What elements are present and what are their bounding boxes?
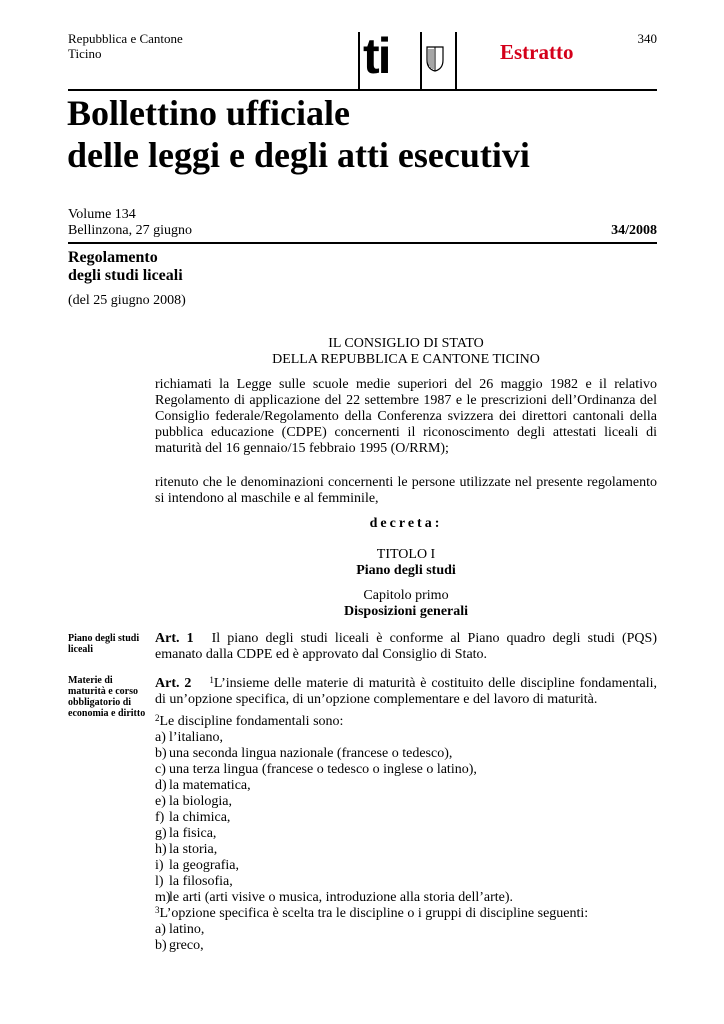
issuer bbox=[68, 31, 183, 61]
article-2-paragraph-3-text: L’opzione specifica è scelta tra le discipline o i gruppi di discipline seguenti: bbox=[159, 906, 589, 921]
issuer-line-2: Ticino bbox=[68, 46, 102, 61]
volume: Volume 134 bbox=[68, 207, 136, 222]
issue-number: 34/2008 bbox=[611, 223, 657, 238]
list-item: i) la geografia, bbox=[155, 858, 239, 873]
list-item: a) l’italiano, bbox=[155, 730, 224, 745]
title-line-1: Bollettino ufficiale bbox=[67, 93, 350, 133]
paragraph-number: 3 bbox=[155, 905, 160, 915]
disciplines-list bbox=[155, 730, 657, 906]
paragraph-number: 1 bbox=[209, 675, 214, 685]
title-heading: TITOLO I bbox=[376, 547, 436, 562]
paragraph-number: 2 bbox=[155, 713, 160, 723]
decreta: decreta: bbox=[369, 516, 443, 531]
article-2-paragraph-3 bbox=[155, 906, 657, 922]
list-item: c) una terza lingua (francese o tedesco o inglese o latino), bbox=[155, 762, 477, 777]
document-date: (del 25 giugno 2008) bbox=[68, 293, 186, 308]
issuer-line-1: Repubblica e Cantone bbox=[68, 31, 183, 46]
list-item: f) la chimica, bbox=[155, 810, 231, 825]
document-title bbox=[68, 249, 183, 285]
page-title bbox=[67, 92, 530, 176]
article-2-paragraph-2-text: Le discipline fondamentali sono: bbox=[159, 714, 344, 729]
authority bbox=[155, 336, 657, 368]
article-2-paragraph-1 bbox=[155, 676, 657, 708]
list-item: l) la filosofia, bbox=[155, 874, 233, 889]
article-1-text: Il piano degli studi liceali è conforme al Piano quadro degli studi (PQS) emanato dalla CDPE ed è approvato dal Consiglio di Stato. bbox=[155, 631, 657, 662]
article-2-label: Art. 2 bbox=[155, 676, 192, 691]
page-number: 340 bbox=[637, 31, 657, 46]
title-line-2: delle leggi e degli atti esecutivi bbox=[67, 135, 530, 175]
article-1 bbox=[155, 631, 657, 663]
extract-badge: Estratto bbox=[500, 40, 574, 64]
list-item: d) la matematica, bbox=[155, 778, 251, 793]
list-item: e) la biologia, bbox=[155, 794, 232, 809]
document-title-line-1: Regolamento bbox=[68, 249, 158, 266]
place-date: Bellinzona, 27 giugno bbox=[68, 223, 193, 238]
chapter-heading: Capitolo primo bbox=[363, 588, 449, 603]
preamble-paragraph-2: ritenuto che le denominazioni concernenti le persone utilizzate nel presente regolamento si intendono al maschile e al femminile, bbox=[155, 475, 657, 506]
list-item: b) una seconda lingua nazionale (francese o tedesco), bbox=[155, 746, 453, 761]
preamble-paragraph-1: richiamati la Legge sulle scuole medie superiori del 26 maggio 1982 e il relativo Regolamento di applicazione del 22 settembre 1987 e le prescrizioni dell’Ordinanza del Consiglio federale/Regolamento della Conferenza svizzera dei direttori cantonali della pubblica educazione (CDPE) concernenti il riconoscimento degli attestati liceali di maturità del 16 gennaio/15 febbraio 1995 (O/RRM); bbox=[155, 377, 657, 456]
title-name: Piano degli studi bbox=[356, 563, 456, 578]
article-1-label: Art. 1 bbox=[155, 631, 194, 646]
list-item: b) greco, bbox=[155, 938, 204, 953]
logo-text: ti bbox=[363, 28, 390, 84]
ticino-logo bbox=[358, 28, 458, 90]
article-2-paragraph-2 bbox=[155, 714, 657, 730]
side-note-art-2: Materie di maturità e corso obbligatorio di economia e diritto bbox=[68, 675, 146, 719]
article-2-paragraph-1-text: L’insieme delle materie di maturità è costituito delle discipline fondamentali, di un’opzione specifica, di un’opzione complementare e del lavoro di maturità. bbox=[155, 676, 657, 707]
issue-rule bbox=[68, 242, 657, 244]
coat-of-arms-icon bbox=[426, 46, 444, 72]
side-note-art-1: Piano degli studi liceali bbox=[68, 633, 140, 655]
authority-line-2: DELLA REPUBBLICA E CANTONE TICINO bbox=[272, 352, 540, 367]
header-rule bbox=[68, 89, 657, 91]
authority-line-1: IL CONSIGLIO DI STATO bbox=[328, 336, 484, 351]
document-title-line-2: degli studi liceali bbox=[68, 267, 183, 284]
list-item: g) la fisica, bbox=[155, 826, 217, 841]
list-item: h) la storia, bbox=[155, 842, 218, 857]
list-item: a) latino, bbox=[155, 922, 205, 937]
specific-options-list bbox=[155, 922, 657, 954]
chapter-name: Disposizioni generali bbox=[343, 604, 469, 619]
list-item: m) le arti (arti visive o musica, introduzione alla storia dell’arte). bbox=[155, 890, 514, 905]
